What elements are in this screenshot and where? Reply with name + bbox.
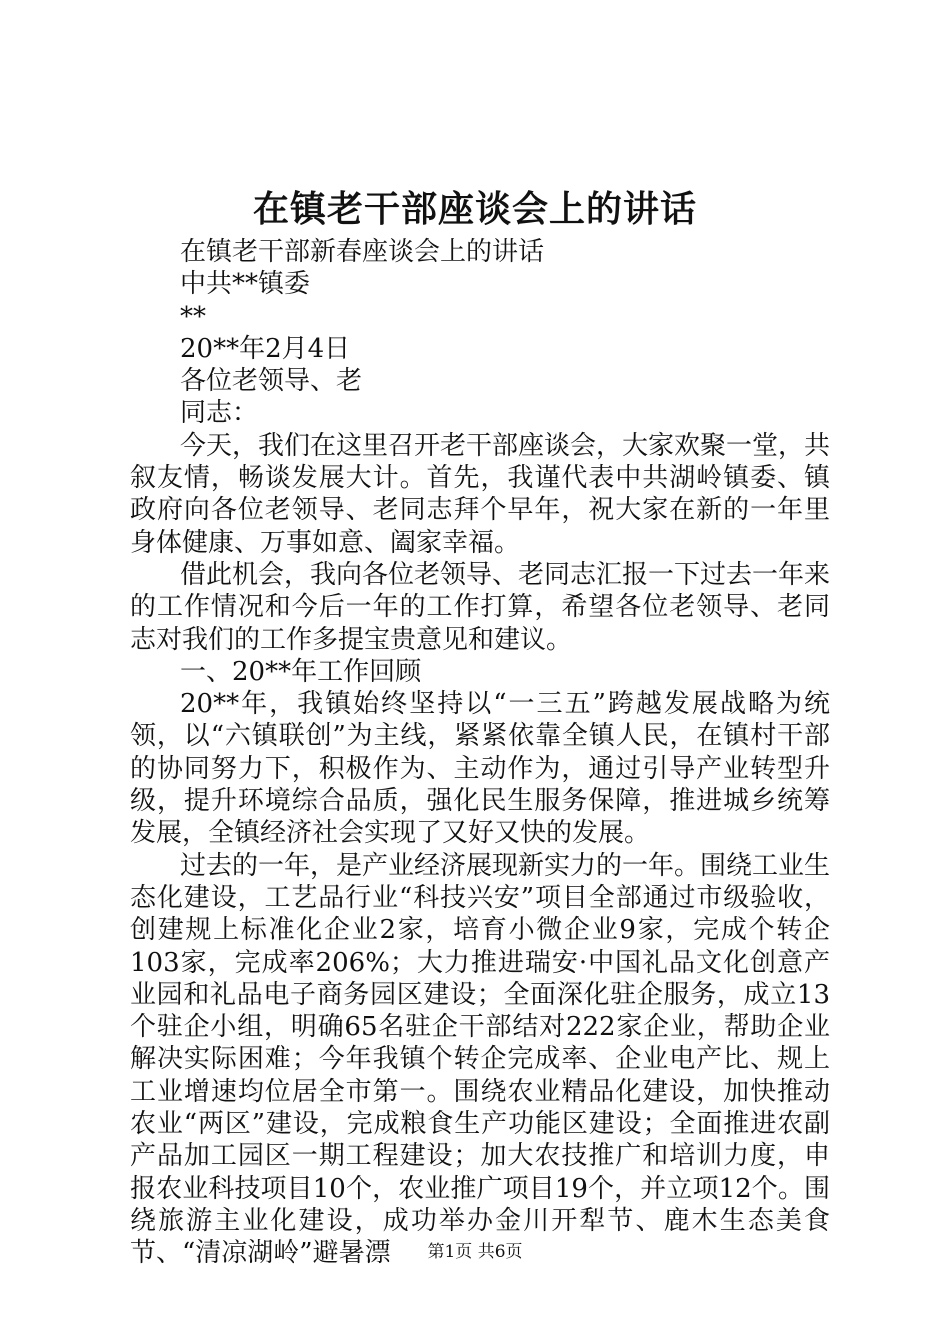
document-body [130,236,830,1270]
document-title: 在镇老干部座谈会上的讲话 [252,188,697,230]
issuer-line: 中共**镇委 [180,269,311,300]
date-line: 20**年2月4日 [180,333,351,364]
page-number-footer: 第1页 共6页 [427,1242,523,1262]
paragraph-purpose: 借此机会，我向各位老领导、老同志汇报一下过去一年来的工作情况和今后一年的工作打算，希望各位老领导、老同志对我们的工作多提宝贵意见和建议。 [130,559,831,655]
issuer-name-line: ** [180,301,206,332]
paragraph-greeting: 今天，我们在这里召开老干部座谈会，大家欢聚一堂，共叙友情，畅谈发展大计。首先，我谨代表中共湖岭镇委、镇政府向各位老领导、老同志拜个早年，祝大家在新的一年里身体健康、万事如意、阖家幸福。 [130,430,831,558]
subtitle-line: 在镇老干部新春座谈会上的讲话 [180,237,545,267]
salutation-line-2: 同志： [180,398,259,429]
section-heading: 一、20**年工作回顾 [180,656,422,687]
salutation-line-1: 各位老领导、老 [180,366,363,397]
paragraph-overview: 20**年，我镇始终坚持以“一三五”跨越发展战略为统领，以“六镇联创”为主线，紧紧依靠全镇人民，在镇村干部的协同努力下，积极作为、主动作为，通过引导产业转型升级，提升环境综合品质，强化民生服务保障，推进城乡统筹发展，全镇经济社会实现了又好又快的发展。 [130,689,830,849]
paragraph-industry: 过去的一年，是产业经济展现新实力的一年。围绕工业生态化建设，工艺品行业“科技兴安”项目全部通过市级验收，创建规上标准化企业2家，培育小微企业9家，完成个转企103家，完成率206%；大力推进瑞安·中国礼品文化创意产业园和礼品电子商务园区建设；全面深化驻企服务，成立13个驻企小组，明确65名驻企干部结对222家企业，帮助企业解决实际困难；今年我镇个转企完成率、企业电产比、规上工业增速均位居全市第一。围绕农业精品化建设，加快推动农业“两区”建设，完成粮食生产功能区建设；全面推进农副产品加工园区一期工程建设；加大农技推广和培训力度，申报农业科技项目10个，农业推广项目19个，并立项12个。围绕旅游主业化建设，成功举办金川开犁节、鹿木生态美食节、“清凉湖岭”避暑漂 [130,850,831,1269]
